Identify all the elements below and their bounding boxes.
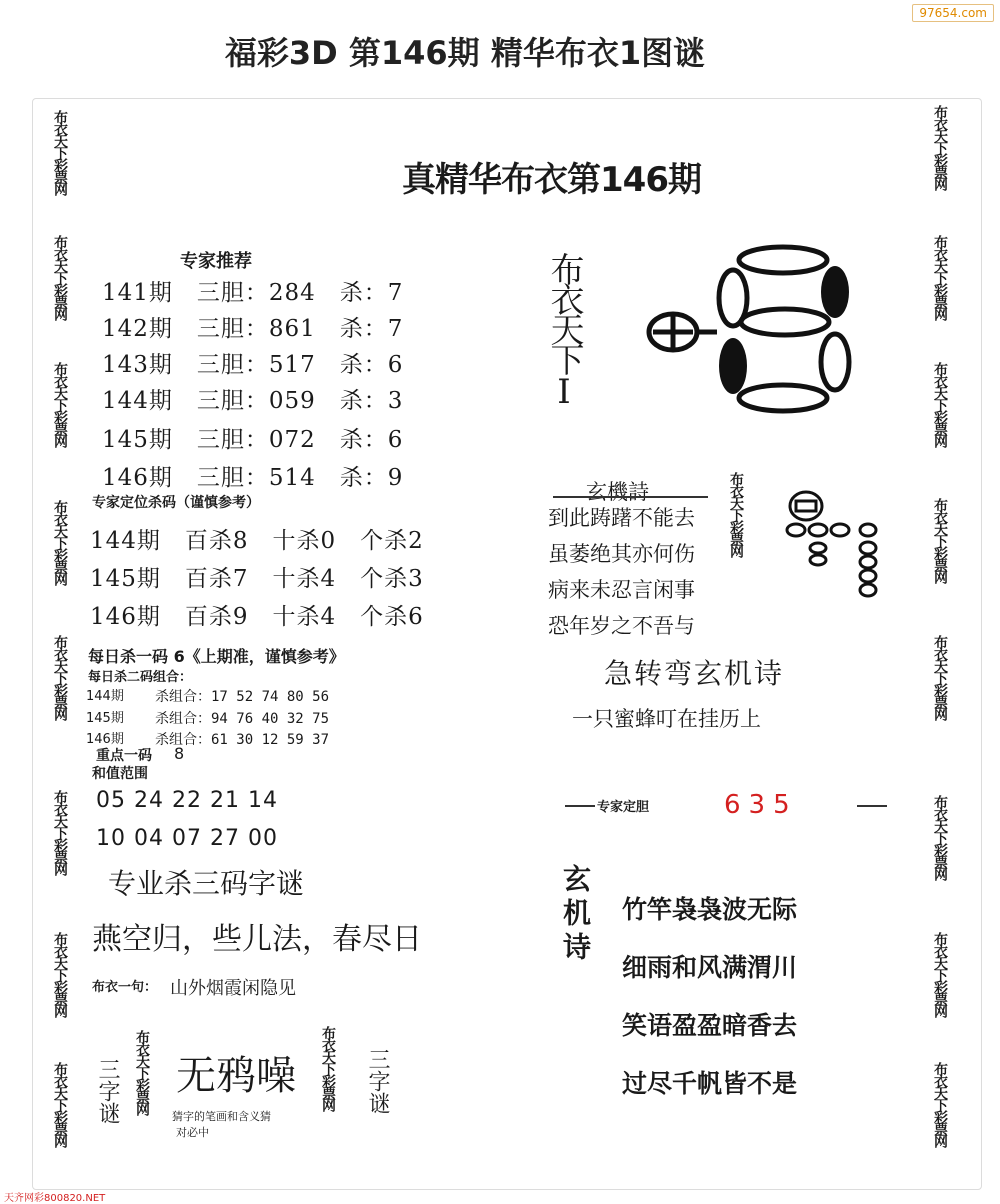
side-label-inner: 布衣天下彩票网 xyxy=(320,1026,336,1110)
expert-row: 146期 三胆：514 杀：9 xyxy=(102,465,404,491)
position-kill-row: 146期 百杀9 十杀4 个杀6 xyxy=(90,604,424,630)
combo-period: 146期 xyxy=(86,732,124,747)
side-label-right: 布衣天下彩票网 xyxy=(932,635,948,719)
expert-dan-rule-left xyxy=(565,805,595,807)
combo-text: 杀组合：94 76 40 32 75 xyxy=(155,711,330,727)
expert-row: 144期 三胆：059 杀：3 xyxy=(102,388,404,414)
side-label-right: 布衣天下彩票网 xyxy=(932,932,948,1016)
expert-row: 143期 三胆：517 杀：6 xyxy=(102,352,404,378)
small-dot-pattern-graphic xyxy=(778,484,888,604)
mystic-poem-vertical-title: 玄机诗 xyxy=(559,864,592,966)
three-char-riddle-label: 三字谜 xyxy=(365,1048,390,1114)
side-label-right: 布衣天下彩票网 xyxy=(932,1062,948,1146)
riddle-text: 燕空归，些儿法，春尽日 xyxy=(92,922,422,957)
riddle-hint: 对必中 xyxy=(176,1126,209,1139)
expert-dan-rule-right xyxy=(857,805,887,807)
side-label-right: 布衣天下彩票网 xyxy=(932,105,948,189)
page-title: 福彩3D 第146期 精华布衣1图谜 xyxy=(224,34,706,72)
buyi-vertical-title: 布衣天下Ⅰ xyxy=(544,252,584,408)
side-label-left: 布衣天下彩票网 xyxy=(52,500,68,584)
mystic-poem-line: 过尽千帆皆不是 xyxy=(622,1069,798,1098)
combo-period: 145期 xyxy=(86,711,124,726)
footer-watermark: 天齐网彩800820.NET xyxy=(4,1193,106,1204)
expert-heading: 专家推荐 xyxy=(180,251,252,272)
position-kill-row: 144期 百杀8 十杀0 个杀2 xyxy=(90,528,424,554)
side-label-inner: 布衣天下彩票网 xyxy=(728,472,744,556)
side-label-left: 布衣天下彩票网 xyxy=(52,932,68,1016)
key-code-label: 重点一码 xyxy=(96,748,152,764)
side-label-right: 布衣天下彩票网 xyxy=(932,795,948,879)
side-label-left: 布衣天下彩票网 xyxy=(52,635,68,719)
side-label-left: 布衣天下彩票网 xyxy=(52,362,68,446)
daily-combo-heading: 每日杀二码组合： xyxy=(88,670,193,685)
poem-line: 病来未忍言闲事 xyxy=(548,578,695,602)
side-label-inner: 布衣天下彩票网 xyxy=(134,1030,150,1114)
sum-range-row: 05 24 22 21 14 xyxy=(96,788,278,813)
expert-dan-label: 专家定胆 xyxy=(597,800,650,815)
side-label-left: 布衣天下彩票网 xyxy=(52,235,68,319)
brain-teaser-heading: 急转弯玄机诗 xyxy=(604,657,785,690)
key-code-value: 8 xyxy=(174,744,185,763)
poster-title: 真精华布衣第146期 xyxy=(402,160,701,200)
side-label-right: 布衣天下彩票网 xyxy=(932,498,948,582)
riddle-main: 无鸦噪 xyxy=(176,1053,296,1099)
dot-pattern-graphic xyxy=(645,240,865,420)
sum-range-label: 和值范围 xyxy=(92,766,148,782)
side-label-left: 布衣天下彩票网 xyxy=(52,1062,68,1146)
side-label-right: 布衣天下彩票网 xyxy=(932,235,948,319)
mystic-poem-line: 笑语盈盈暗香去 xyxy=(622,1011,798,1040)
riddle-heading: 专业杀三码字谜 xyxy=(108,867,305,900)
position-kill-heading: 专家定位杀码（谨慎参考） xyxy=(92,495,260,511)
combo-text: 杀组合：17 52 74 80 56 xyxy=(155,689,330,705)
mystic-poem-line: 竹竿袅袅波无际 xyxy=(622,895,798,924)
expert-row: 145期 三胆：072 杀：6 xyxy=(102,427,404,453)
side-label-left: 布衣天下彩票网 xyxy=(52,110,68,194)
poem-line: 到此踌躇不能去 xyxy=(548,506,695,530)
riddle-hint: 猜字的笔画和含义猜 xyxy=(172,1110,271,1123)
expert-row: 142期 三胆：861 杀：7 xyxy=(102,316,404,342)
combo-text: 杀组合：61 30 12 59 37 xyxy=(155,732,330,748)
side-label-right: 布衣天下彩票网 xyxy=(932,362,948,446)
daily-kill-line: 每日杀一码 6《上期准，谨慎参考》 xyxy=(88,647,345,666)
site-watermark: 97654.com xyxy=(912,4,994,22)
expert-row: 141期 三胆：284 杀：7 xyxy=(102,280,404,306)
poem-line: 虽萎绝其亦何伤 xyxy=(548,542,695,566)
mystic-poem-line: 细雨和风满渭川 xyxy=(622,953,798,982)
sum-range-row: 10 04 07 27 00 xyxy=(96,826,278,851)
buyi-text: 山外烟霞闲隐见 xyxy=(170,978,296,999)
poem-line: 恐年岁之不吾与 xyxy=(548,614,695,638)
buyi-label: 布衣一句： xyxy=(92,980,158,995)
brain-teaser-line: 一只蜜蜂叮在挂历上 xyxy=(572,707,761,731)
poem-heading: 玄機詩 xyxy=(586,480,649,504)
side-label-left: 布衣天下彩票网 xyxy=(52,790,68,874)
position-kill-row: 145期 百杀7 十杀4 个杀3 xyxy=(90,566,424,592)
three-char-riddle-label: 三字谜 xyxy=(95,1058,120,1124)
poem-heading-underline xyxy=(553,496,708,498)
combo-period: 144期 xyxy=(86,689,124,704)
expert-dan-value: 635 xyxy=(724,790,798,820)
